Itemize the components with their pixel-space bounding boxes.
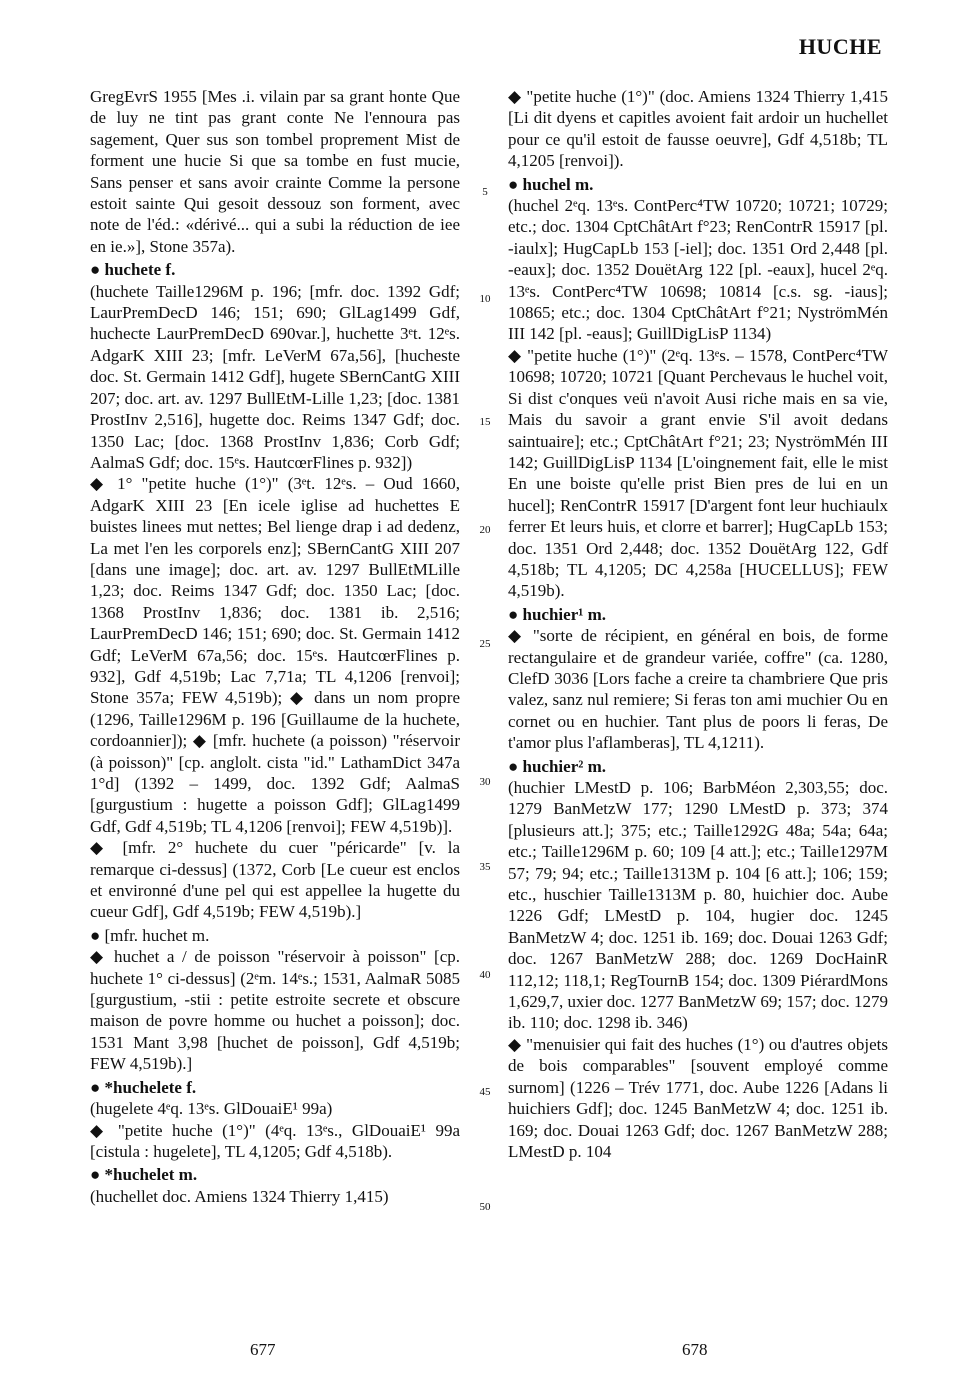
- paragraph: ◆ "petite huche (1°)" (doc. Amiens 1324 Thierry 1,415 [Li dit dyens et capitles avoient fait ardoir un huchellet pour ce qu'il estoit de fausse oeuvre], Gdf 4,518b; TL 4,1205 [renvoi]).: [508, 87, 888, 171]
- page-number-left: 677: [250, 1340, 276, 1359]
- entry-headword: ● huchete f.: [90, 260, 176, 280]
- paragraph: (hugelete 4ᵉq. 13ᵉs. GlDouaiE¹ 99a): [90, 1099, 333, 1119]
- line-number: 40: [479, 969, 491, 981]
- running-head: HUCHE: [798, 34, 882, 59]
- line-number: 45: [479, 1086, 491, 1098]
- paragraph: ◆ "petite huche (1°)" (4ᵉq. 13ᵉs., GlDouaiE¹ 99a [cistula : hugelete], TL 4,1205; Gdf 4,518b).: [90, 1120, 460, 1161]
- line-number: 30: [479, 776, 491, 788]
- entry-headword: ● huchel m.: [508, 174, 594, 194]
- paragraph: (huchier LMestD p. 106; BarbMéon 2,303,55; doc. 1279 BanMetzW 177; 1290 LMestD p. 373; 374 [plusieurs att.]; 375; etc.; Taille1292G 48a; 54a; 64a; etc.; Taille1296M p. 60; 109 [4 att.]; etc.; Taille1297M 57; 79; 94; etc.; Taille1313M p. 104 [6 att.]; 106; 159; etc., huschier Taille1313M p. 80, huichier doc. Aube 1226 Gdf; LMestD p. 104, hugier doc. 1245 BanMetzW 4; doc. 1251 ib. 169; doc. Douai 1263 Gdf; doc. 1267 BanMetzW 288; doc. 1269 DocHainR 112,12; 118,1; RegTournB 154; doc. 1309 PiérardMons 1,629,7, uxier doc. 1277 BanMetzW 69; 157; doc. 1279 ib. 110; doc. 1298 ib. 346): [508, 778, 888, 1033]
- paragraph: ◆ 1° "petite huche (1°)" (3ᵉt. 12ᵉs. – Oud 1660, AdgarK XIII 23 [En icele iglise ad huchettes E buistes linees mut nettes; Bel lienge drap i ad dedenz, La met l'en les corporels enz]; SBernCantG XIII 207 [dans une image]; doc. art. av. 1297 BullEtMLille 1,23; doc. Reims 1347 Gdf; doc. 1350 Lac; [doc. 1368 ProstInv 1,836; doc. 1381 ib. 2,516; LaurPremDecD 146; 151; 690; doc. St. Germain 1412 Gdf; LeVerM 67a,56; doc. 15ᵉs. HautcœrFlines p. 932], Gdf 4,519b; Lac 7,71a; TL 4,1206 [renvoi]; Stone 357a; FEW 4,519b); ◆ dans un nom propre (1296, Taille1296M p. 196 [Guillaume de la huchete, cordoannier]); ◆ [mfr. huchete (a poisson) "réservoir (à poisson)" [cp. anglolt. cista "id." LathamDict 347a 1°d] (1392 – 1499, doc. 1392 Gdf; AalmaS [gurgustium : hugette a poisson Gdf]; GlLag1499 Gdf, Gdf 4,519b; TL 4,1206 [renvoi]; FEW 4,519b)].: [90, 474, 460, 836]
- paragraph: (huchellet doc. Amiens 1324 Thierry 1,415): [90, 1186, 389, 1206]
- paragraph: ◆ "petite huche (1°)" (2ᵉq. 13ᵉs. – 1578, ContPerc⁴TW 10698; 10720; 10721 [Quant Perchevaus le huchel voit, Si dist c'onques veü n'avoit Ausi riche mais en sa vie, Mais du savoir a grant envie S'il avoit dedans saintuaire]; etc.; CptChâtArt f°21; 23; NyströmMén III 142; GuillDigLisP 1134 [L'oingnement fait, elle le mist En une boiste qu'elle prist Bien pres de lui en un hucel]; RenContrR 15917 [D'argent font leur huchiaulx ferrer Et leurs huis, et clorre et barrer]; HugCapLb 153; doc. 1351 Ord 2,448; doc. 1352 DouëtArg 122, Gdf 4,518b; TL 4,1205; DC 4,258a [HUCELLUS]; FEW 4,519b).: [508, 345, 888, 601]
- entry-headword: ● *huchelete f.: [90, 1077, 197, 1097]
- entry-headword: ● [mfr. huchet m.: [90, 925, 210, 945]
- entry-headword: ● huchier¹ m.: [508, 604, 606, 624]
- paragraph: (huchete Taille1296M p. 196; [mfr. doc. 1392 Gdf; LaurPremDecD 146; 151; 690; GlLag1499 Gdf, huchecte LaurPremDecD 690var.], huchette 3ᵉt. 12ᵉs. AdgarK XIII 23; [mfr. LeVerM 67a,56], [hucheste doc. St. Germain 1412 Gdf], hugete SBernCantG XIII 207; doc. art. av. 1297 BullEtM-Lille 1,23; [doc. 1381 ProstInv 2,516], hugette doc. Reims 1347 Gdf; doc. 1350 Lac; [doc. 1368 ProstInv 1,836; Corb Gdf; AalmaS Gdf; doc. 15ᵉs. HautcœrFlines p. 932]): [90, 281, 460, 472]
- line-number: 15: [479, 416, 491, 428]
- line-number: 35: [479, 861, 491, 873]
- paragraph: ◆ "sorte de récipient, en général en bois, de forme rectangulaire et de grandeur variée, coffre" (ca. 1280, ClefD 3036 [Lors fache a creire ta chambriere Que pris valez, sanz nul remiere; Si feras ton ami muchier Ou en cornet ou en huchier. Tant plus de poors li feras, De t'amor plus l'aflamberas], TL 4,1211).: [508, 626, 888, 753]
- paragraph: ◆ "menuisier qui fait des huches (1°) ou d'autres objets de bois comparables" [souvent employé comme surnom] (1226 – Trév 1771, doc. Aube 1226 [Adans li huichiers Gdf]; doc. 1245 BanMetzW 4; doc. 1251 ib. 169; doc. Douai 1263 Gdf; doc. 1267 BanMetzW 288; LMestD p. 104: [508, 1034, 888, 1161]
- left-column: [90, 86, 460, 1207]
- line-number: 20: [479, 524, 491, 536]
- line-number: 10: [479, 293, 491, 305]
- line-number: 25: [479, 638, 491, 650]
- page-number-right: 678: [682, 1340, 708, 1359]
- paragraph: ◆ huchet a / de poisson "réservoir à poisson" [cp. huchete 1° ci-dessus] (2ᵉm. 14ᵉs.; 1531, AalmaR 5085 [gurgustium, -stii : petite estroite secrete et obscure maison de povre homme ou huchet a poisson]; doc. 1531 Mant 3,98 [huchet de poisson], Gdf 4,519b; FEW 4,519b).]: [90, 947, 460, 1074]
- entry-headword: ● huchier² m.: [508, 756, 606, 776]
- line-number: 5: [482, 186, 488, 198]
- right-column: [508, 86, 888, 1162]
- line-number: 50: [479, 1201, 491, 1213]
- entry-headword: ● *huchelet m.: [90, 1165, 198, 1185]
- paragraph: (huchel 2ᵉq. 13ᵉs. ContPerc⁴TW 10720; 10721; 10729; etc.; doc. 1304 CptChâtArt f°23; RenContrR 15917 [pl. -iaulx]; HugCapLb 153 [-iel]; doc. 1351 Ord 2,448 [pl. -eaux]; doc. 1352 DouëtArg 122 [pl. -eaux], hucel 2ᵉq. 13ᵉs. ContPerc⁴TW 10698; 10814 [c.s. sg. -iaus]; 10865; etc.; doc. 1304 CptChâtArt f°21; NyströmMén III 142 [pl. -eaus]; GuillDigLisP 1134): [508, 196, 888, 344]
- paragraph: GregEvrS 1955 [Mes .i. vilain par sa grant honte Que de luy ne tint pas grant conte Ne l'ennoura pas sagement, Quer sus son tombel proprement Mist de forment une hucie Si que sa tombe en fust mucie, Sans penser et sans avoir crainte Comme la persone estoit sainte Qui gesoit dessouz son forment, avec note de l'éd.: «dérivé... qui a subi la réduction de iee en ie.»], Stone 357a).: [90, 87, 460, 256]
- paragraph: ◆ [mfr. 2° huchete du cuer "péricarde" [v. la remarque ci-dessus] (1372, Corb [Le cueur est enclos et environné d'une pel qui est appellee la hugette du cueur Gdf], Gdf 4,519b; FEW 4,519b).]: [90, 838, 460, 922]
